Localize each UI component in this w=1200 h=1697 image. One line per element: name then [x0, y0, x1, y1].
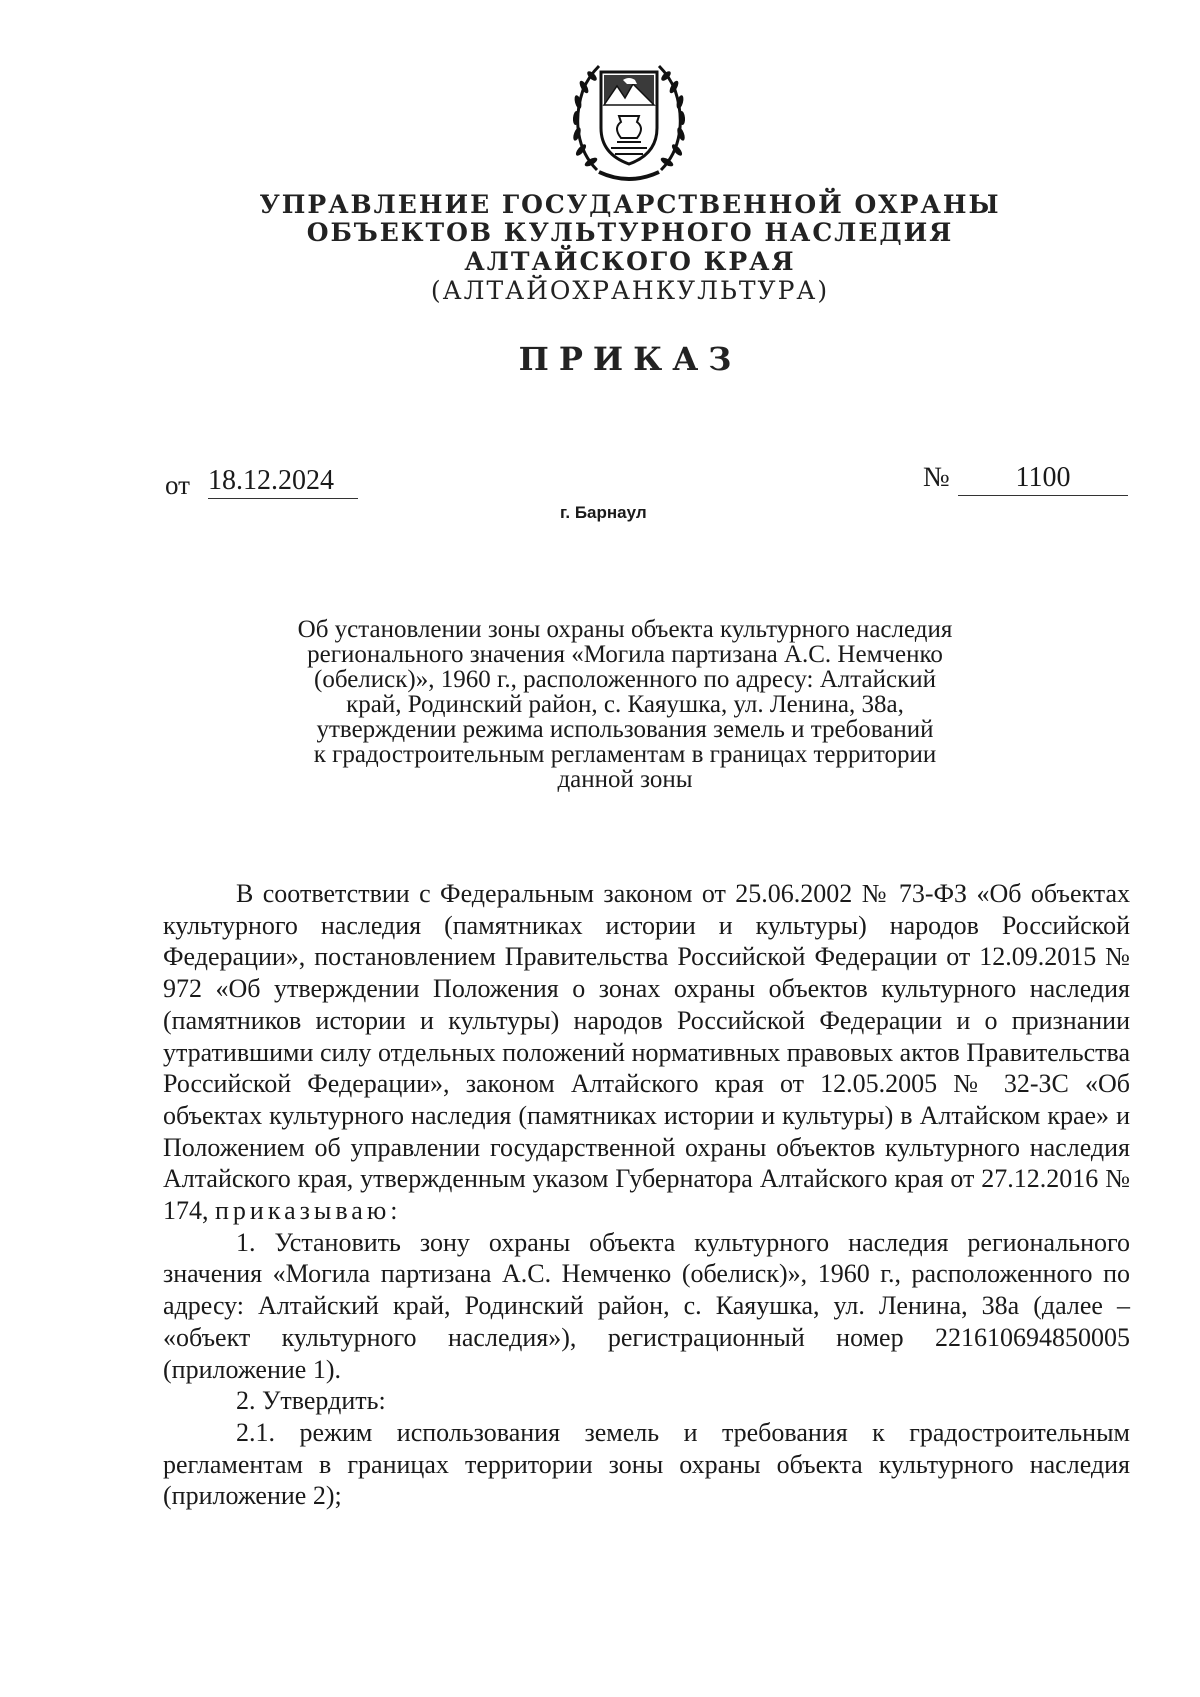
order-word: приказываю: [215, 1196, 402, 1226]
document-date: 18.12.2024 [208, 465, 358, 499]
subject-line: регионального значения «Могила партизана А.С. Немченко [307, 641, 943, 668]
document-city: г. Барнаул [560, 503, 647, 522]
date-label: от [165, 470, 190, 500]
document-type-title: ПРИКАЗ [518, 340, 742, 378]
preamble-paragraph [163, 878, 1130, 1227]
agency-name-line-3: АЛТАЙСКОГО КРАЯ [464, 247, 796, 276]
agency-name-line-2: ОБЪЕКТОВ КУЛЬТУРНОГО НАСЛЕДИЯ [306, 218, 954, 247]
preamble-text: В соответствии с Федеральным законом от 25.06.2002 № 73-ФЗ «Об объектах культурного наследия (памятниках истории и культуры) народов Российской Федерации», постановлением Правительства Российской Федерации от 12.09.2015 № 972 «Об утверждении Положения о зонах охраны объектов культурного наследия (памятников истории и культуры) народов Российской Федерации и о признании утратившими силу отдельных положений нормативных правовых актов Правительства Российской Федерации», законом Алтайского края от 12.05.2005 № 32-ЗС «Об объектах культурного наследия (памятниках истории и культуры) в Алтайском крае» и Положением об управлении государственной охраны объектов культурного наследия Алтайского края, утвержденным указом Губернатора Алтайского края от 27.12.2016 № 174, [163, 879, 1130, 1226]
document-subject [225, 617, 1025, 792]
item-2-1-paragraph: 2.1. режим использования земель и требования к градостроительным регламентам в границах территории зоны охраны объекта культурного наследия (приложение 2); [163, 1417, 1130, 1511]
item-2-paragraph: 2. Утвердить: [236, 1386, 386, 1416]
subject-line: (обелиск)», 1960 г., расположенного по адресу: Алтайский [314, 666, 936, 693]
agency-name-line-1: УПРАВЛЕНИЕ ГОСУДАРСТВЕННОЙ ОХРАНЫ [259, 190, 1001, 219]
subject-line: данной зоны [557, 766, 693, 793]
coat-of-arms-emblem [567, 50, 691, 188]
item-1-paragraph: 1. Установить зону охраны объекта культурного наследия регионального значения «Могила партизана А.С. Немченко (обелиск)», 1960 г., расположенного по адресу: Алтайский край, Родинский район, с. Каяушка, ул. Ленина, 38а (далее – «объект культурного наследия»), регистрационный номер 221610694850005 (приложение 1). [163, 1227, 1130, 1384]
document-body [163, 878, 1130, 1512]
agency-short-name: (АЛТАЙОХРАНКУЛЬТУРА) [430, 276, 830, 305]
subject-line: утверждении режима использования земель и требований [316, 716, 934, 743]
subject-line: край, Родинский район, с. Каяушка, ул. Ленина, 38а, [346, 691, 904, 718]
subject-line: Об установлении зоны охраны объекта культурного наследия [297, 616, 953, 643]
number-label: № [923, 462, 950, 493]
subject-line: к градостроительным регламентам в границах территории [313, 741, 937, 768]
document-number: 1100 [958, 462, 1128, 496]
